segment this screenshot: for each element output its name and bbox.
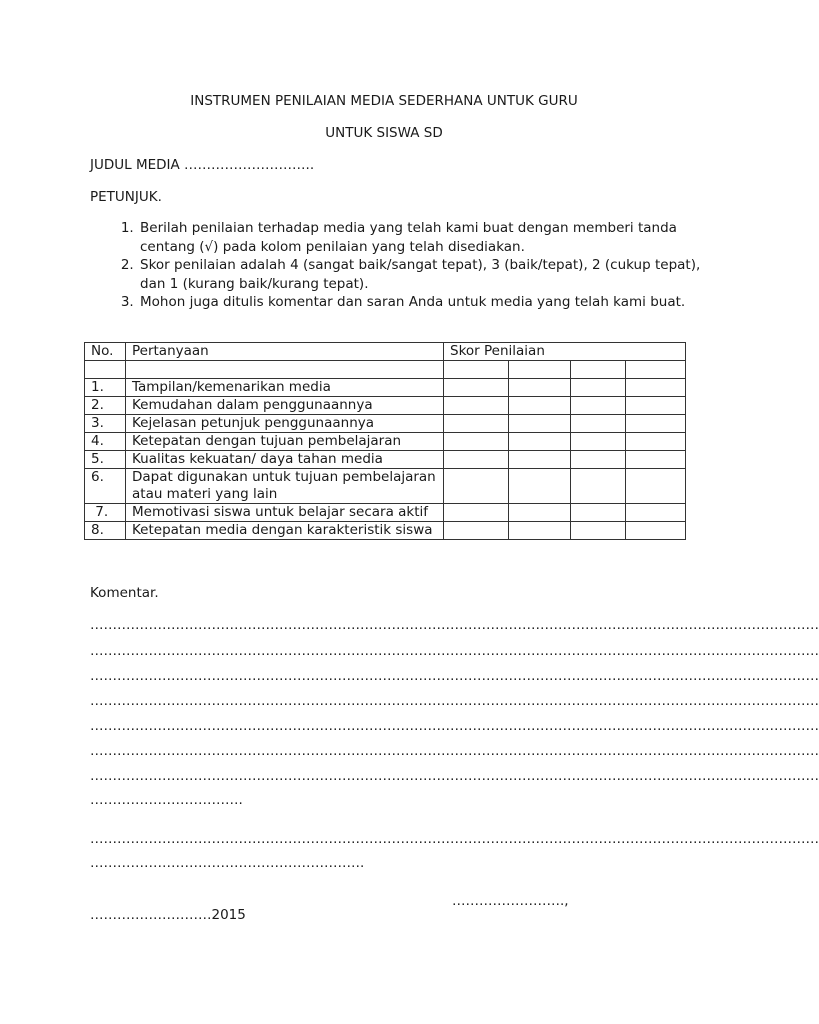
table-row — [85, 504, 686, 522]
header-pertanyaan: Pertanyaan — [126, 343, 444, 361]
row-question: Tampilan/kemenarikan media — [126, 379, 444, 397]
comment-line[interactable]: ……………………………………………………………………………………………………………………………………………… — [90, 768, 819, 784]
table-row — [85, 469, 686, 504]
score-cell[interactable] — [571, 379, 626, 397]
table-header-row — [85, 343, 686, 361]
comment-line[interactable]: ……………………………………………………………………………………………………………………………………………… — [90, 831, 819, 847]
comment-line[interactable]: ……………………………. — [90, 792, 243, 808]
score-cell[interactable] — [509, 397, 571, 415]
score-cell[interactable] — [626, 361, 686, 379]
score-cell[interactable] — [571, 522, 626, 540]
row-question: Ketepatan media dengan karakteristik siswa — [126, 522, 444, 540]
row-number: 6. — [85, 469, 126, 504]
score-cell[interactable] — [444, 522, 509, 540]
table-row — [85, 415, 686, 433]
score-cell[interactable] — [571, 397, 626, 415]
table-row — [85, 397, 686, 415]
row-number: 2. — [85, 397, 126, 415]
score-cell[interactable] — [626, 415, 686, 433]
comment-line[interactable]: ……………………………………………………………………………………………………………………………………………… — [90, 617, 819, 633]
score-cell[interactable] — [626, 522, 686, 540]
petunjuk-item: 2. Skor penilaian adalah 4 (sangat baik/sangat tepat), 3 (baik/tepat), 2 (cukup tepat), dan 1 (kurang baik/kurang tepat). — [138, 256, 728, 293]
score-cell[interactable] — [626, 451, 686, 469]
score-cell[interactable] — [509, 361, 571, 379]
score-cell[interactable] — [509, 522, 571, 540]
score-cell[interactable] — [509, 504, 571, 522]
score-cell[interactable] — [571, 361, 626, 379]
score-cell[interactable] — [444, 469, 509, 504]
score-cell[interactable] — [444, 504, 509, 522]
score-cell[interactable] — [444, 451, 509, 469]
row-number: 3. — [85, 415, 126, 433]
table-subheader-row — [85, 361, 686, 379]
score-cell[interactable] — [571, 415, 626, 433]
score-cell[interactable] — [626, 433, 686, 451]
comment-line[interactable]: ……………………………………………………………………………………………………………………………………………… — [90, 643, 819, 659]
judul-media-field: JUDUL MEDIA ……………………….. — [90, 157, 315, 173]
row-question: Kemudahan dalam penggunaannya — [126, 397, 444, 415]
score-cell[interactable] — [444, 433, 509, 451]
petunjuk-item: 3. Mohon juga ditulis komentar dan saran Anda untuk media yang telah kami buat. — [138, 293, 728, 312]
signature-date[interactable]: ………………………2015 — [90, 907, 246, 923]
row-question: Kualitas kekuatan/ daya tahan media — [126, 451, 444, 469]
score-cell[interactable] — [444, 379, 509, 397]
score-cell[interactable] — [626, 379, 686, 397]
signature-place[interactable]: ……………………., — [452, 893, 569, 909]
score-cell[interactable] — [444, 397, 509, 415]
score-cell[interactable] — [509, 469, 571, 504]
petunjuk-item: 1. Berilah penilaian terhadap media yang telah kami buat dengan memberi tanda centang (√) pada kolom penilaian yang telah disediakan. — [138, 219, 728, 256]
comment-line[interactable]: ……………………………………………………………………………………………………………………………………………… — [90, 693, 819, 709]
komentar-label: Komentar. — [90, 585, 159, 601]
score-cell[interactable] — [444, 415, 509, 433]
row-number: 8. — [85, 522, 126, 540]
table-row — [85, 433, 686, 451]
score-cell[interactable] — [571, 504, 626, 522]
header-no: No. — [85, 343, 126, 361]
score-cell[interactable] — [509, 451, 571, 469]
score-cell[interactable] — [444, 361, 509, 379]
score-cell[interactable] — [509, 379, 571, 397]
score-cell[interactable] — [571, 469, 626, 504]
row-number: 5. — [85, 451, 126, 469]
row-question: Dapat digunakan untuk tujuan pembelajaran atau materi yang lain — [126, 469, 444, 504]
table-row — [85, 451, 686, 469]
document-title: INSTRUMEN PENILAIAN MEDIA SEDERHANA UNTUK GURU — [190, 93, 578, 109]
document-subtitle: UNTUK SISWA SD — [325, 125, 443, 141]
table-row — [85, 379, 686, 397]
comment-line[interactable]: ……………………………………………………………………………………………………………………………………………… — [90, 718, 819, 734]
table-row — [85, 522, 686, 540]
row-question: Memotivasi siswa untuk belajar secara aktif — [126, 504, 444, 522]
score-cell[interactable] — [626, 504, 686, 522]
score-cell[interactable] — [571, 433, 626, 451]
assessment-table — [84, 342, 686, 540]
score-cell[interactable] — [509, 415, 571, 433]
row-number: 7. — [85, 504, 126, 522]
petunjuk-heading: PETUNJUK. — [90, 189, 162, 205]
score-cell[interactable] — [626, 397, 686, 415]
header-skor: Skor Penilaian — [444, 343, 686, 361]
row-number: 1. — [85, 379, 126, 397]
comment-line[interactable]: ……………………………………………………………………………………………………………………………………………… — [90, 668, 819, 684]
score-cell[interactable] — [509, 433, 571, 451]
comment-line[interactable]: ……………………………………………………. — [90, 855, 365, 871]
row-question: Kejelasan petunjuk penggunaannya — [126, 415, 444, 433]
petunjuk-list — [90, 219, 728, 312]
row-question: Ketepatan dengan tujuan pembelajaran — [126, 433, 444, 451]
comment-line[interactable]: ……………………………………………………………………………………………………………………………………………… — [90, 743, 819, 759]
score-cell[interactable] — [571, 451, 626, 469]
row-number: 4. — [85, 433, 126, 451]
score-cell[interactable] — [626, 469, 686, 504]
